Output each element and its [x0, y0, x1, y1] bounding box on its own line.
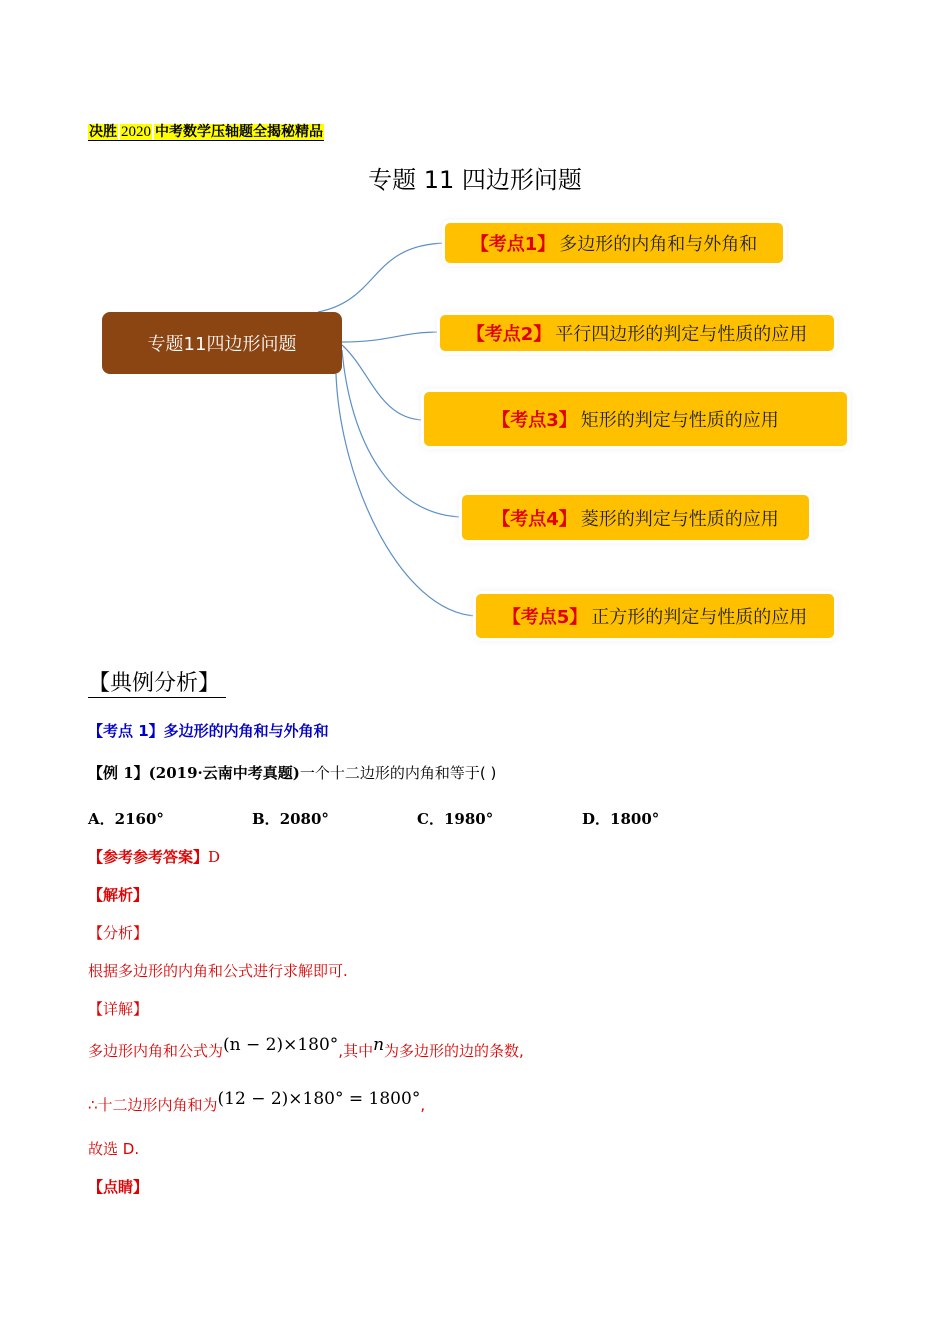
xiangjie-label: 【详解】 — [88, 1000, 149, 1018]
kaodian-heading: 【考点 1】多边形的内角和与外角和 — [88, 722, 329, 740]
connector-2 — [342, 332, 440, 342]
document-title: 专题 11 四边形问题 — [368, 166, 582, 194]
header-part2: 中考数学压轴题全揭秘精品 — [155, 124, 323, 140]
header-part1: 决胜 — [89, 124, 117, 140]
connector-1 — [318, 243, 445, 312]
branch-2-text: 平行四边形的判定与性质的应用 — [555, 324, 808, 345]
formula-2: (12 − 2)×180° = 1800° — [217, 1089, 421, 1109]
branch-4-tag: 【考点4】 — [492, 508, 577, 530]
branch-1-text: 多边形的内角和与外角和 — [559, 234, 758, 255]
example-source: (2019·云南中考真题) — [148, 764, 300, 782]
answer-line — [88, 846, 220, 867]
option-b: B．2080° — [252, 810, 329, 828]
example-question — [88, 762, 496, 783]
answer-label: 【参考参考答案】 — [88, 848, 209, 866]
fenxi-text: 根据多边形的内角和公式进行求解即可. — [88, 962, 348, 980]
branch-1-tag: 【考点1】 — [470, 234, 556, 255]
formula-1: (n − 2)×180° — [223, 1035, 339, 1055]
branch-5-tag: 【考点5】 — [502, 607, 588, 628]
mindmap-branch-1 — [445, 223, 783, 263]
formula-line-2: ∴十二边形内角和为(12 − 2)×180° = 1800°, — [88, 1089, 426, 1114]
mindmap-branch-2 — [440, 315, 834, 351]
section-heading: 【典例分析】 — [88, 671, 226, 698]
answer-value: D — [208, 848, 221, 866]
example-question-text: 一个十二边形的内角和等于( ) — [299, 764, 497, 782]
branch-3-tag: 【考点3】 — [492, 410, 577, 431]
header-year: 2020 — [121, 124, 151, 140]
conclusion-line: 故选 D. — [88, 1140, 140, 1158]
example-label: 【例 1】 — [88, 764, 149, 782]
formula-line-1: 多边形内角和公式为(n − 2)×180°,其中n为多边形的边的条数, — [88, 1035, 524, 1060]
mindmap-branch-4 — [462, 495, 809, 540]
branch-5-text: 正方形的判定与性质的应用 — [591, 607, 808, 628]
option-d: D．1800° — [582, 810, 660, 828]
option-a: A．2160° — [88, 810, 164, 828]
dianjing-label: 【点睛】 — [88, 1178, 149, 1196]
mindmap-center-node: 专题11四边形问题 — [102, 312, 342, 374]
fenxi-label: 【分析】 — [88, 924, 149, 942]
mindmap-branch-3 — [424, 392, 847, 446]
variable-n: n — [373, 1035, 385, 1055]
branch-3-text: 矩形的判定与性质的应用 — [580, 410, 779, 431]
branch-4-text: 菱形的判定与性质的应用 — [580, 508, 779, 530]
connector-3 — [342, 345, 424, 420]
option-c: C．1980° — [417, 810, 494, 828]
branch-2-tag: 【考点2】 — [466, 324, 552, 345]
jiexi-label: 【解析】 — [88, 886, 149, 904]
mindmap-branch-5 — [476, 594, 834, 638]
